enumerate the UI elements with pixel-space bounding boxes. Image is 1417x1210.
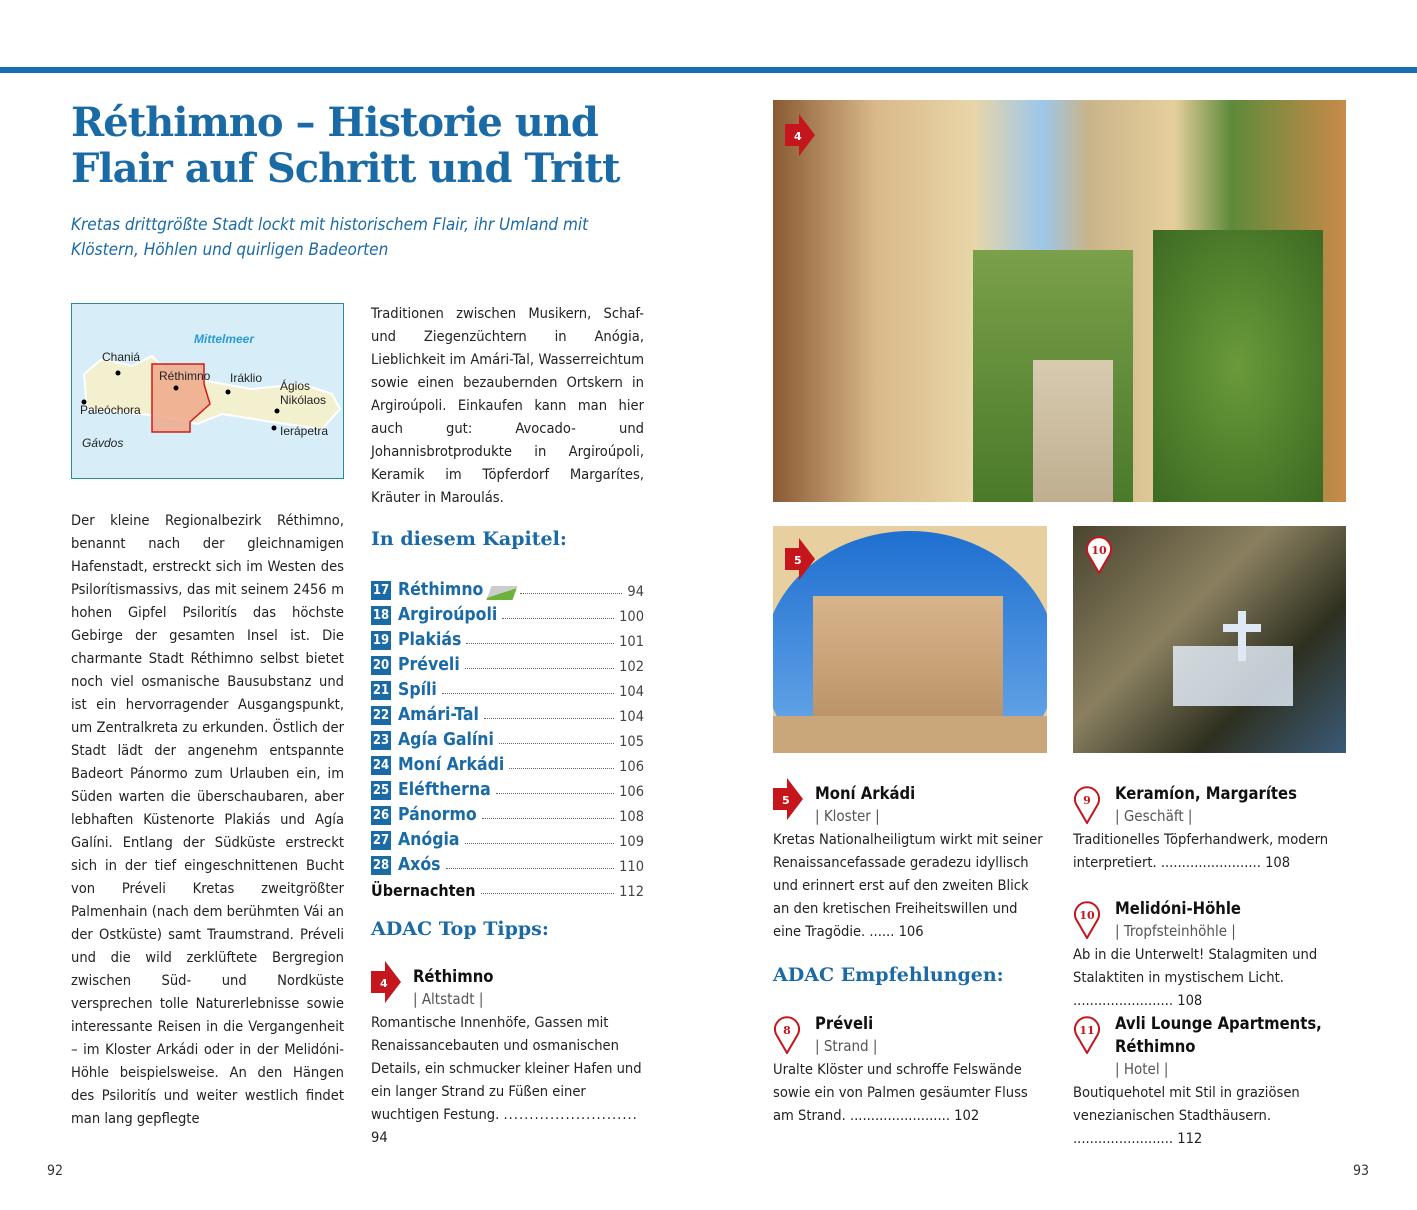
recommendation-title: Avli Lounge Apartments, Réthimno	[1115, 1014, 1322, 1056]
svg-text:4: 4	[794, 130, 802, 143]
leader-dots	[465, 843, 615, 844]
leader-dots	[446, 868, 615, 869]
tip-category: | Kloster |	[815, 807, 880, 825]
region-map	[71, 303, 344, 479]
chapter-name: Plakiás	[398, 630, 462, 650]
leader-dots	[482, 818, 614, 819]
chapter-item[interactable]	[371, 850, 644, 875]
chapter-item-overnight[interactable]	[371, 875, 644, 900]
pin-marker-icon	[773, 1016, 801, 1054]
svg-text:9: 9	[1083, 794, 1091, 807]
page-title: Réthimno – Historie und Flair auf Schritt und Tritt	[71, 99, 620, 192]
map-label: Ágios Nikólaos	[280, 379, 327, 407]
chapter-page: 110	[619, 859, 644, 875]
chapter-name: Übernachten	[371, 881, 476, 900]
recommendation-category: | Hotel |	[1115, 1060, 1169, 1078]
red-arrow-marker-icon	[371, 961, 401, 1003]
svg-text:10: 10	[1079, 909, 1095, 922]
tip-page: 94	[371, 1129, 388, 1146]
top-rule	[0, 67, 1417, 73]
intro-text-continued: Traditionen zwischen Musikern, Schaf- und Ziegenzüchtern in Anógia, Lieblichkeit im Amári-Tal, Wasserreichtum sowie einen bezaubernden Ortskern in Argiroúpoli. Einkaufen kann man hier auch gut: Avocado- und Johannisbrotprodukte in Argiroúpoli, Keramik im Töpferdorf Margarítes, Kräuter in Maroulás.	[371, 305, 644, 506]
chapter-name: Spíli	[398, 680, 437, 700]
tip-title: Réthimno	[413, 967, 494, 986]
chapter-name: Anógia	[398, 830, 460, 850]
tip-title: Moní Arkádi	[815, 784, 916, 803]
chapter-name: Amári-Tal	[398, 705, 479, 725]
recommendation-page: 112	[1177, 1130, 1203, 1147]
recommendation-item: 8 Préveli | Strand | Uralte Klöster und schroffe Felswände sowie ein von Palmen gesäumter Fluss am Strand. ........................ 102	[773, 1012, 1048, 1127]
chapter-item[interactable]	[371, 800, 644, 825]
svg-text:11: 11	[1079, 1024, 1095, 1037]
chapter-number: 18	[372, 608, 390, 623]
chapter-page: 108	[619, 809, 644, 825]
chapter-number: 25	[372, 783, 390, 798]
map-label: Iráklio	[230, 371, 263, 385]
top-tip-rethimno: 4 Réthimno | Altstadt | Romantische Innenhöfe, Gassen mit Renaissancebauten und osmanischen Details, ein schmucker kleiner Hafen und ein langer Strand zu Füßen einer wuchtigen Festung. .......................... 94	[371, 965, 646, 1149]
chapter-page: 112	[619, 884, 644, 900]
chapter-number: 17	[372, 583, 390, 598]
chapter-item[interactable]	[371, 825, 644, 850]
svg-text:8: 8	[783, 1024, 791, 1037]
chapter-number: 20	[372, 658, 390, 673]
chapter-number: 28	[372, 858, 390, 873]
chapter-item[interactable]	[371, 675, 644, 700]
chapter-name: Argiroúpoli	[398, 605, 498, 625]
chapter-number: 21	[372, 683, 390, 698]
chapter-page: 102	[619, 659, 644, 675]
map-label: Chaniá	[102, 350, 141, 364]
recommendation-category: | Strand |	[815, 1037, 878, 1055]
recommendation-title: Préveli	[815, 1014, 874, 1033]
recommendation-page: 108	[1177, 992, 1203, 1009]
recommendation-category: | Geschäft |	[1115, 807, 1193, 825]
pin-marker-icon	[1085, 536, 1113, 574]
chapter-item[interactable]	[371, 750, 644, 775]
map-label: Gávdos	[82, 436, 124, 450]
svg-text:10: 10	[1091, 544, 1107, 557]
leader-dots	[481, 893, 615, 894]
chapter-number: 19	[372, 633, 390, 648]
recommendation-title: Keramíon, Margarítes	[1115, 784, 1297, 803]
photo-moni-arkadi	[773, 526, 1047, 753]
top-tip-moni-arkadi: 5 Moní Arkádi | Kloster | Kretas Nationalheiligtum wirkt mit seiner Renaissancefassade geradezu idyllisch und erinnert erst auf den zweiten Blick an den kretischen Freiheitswillen und eine Tragödie. ...... 106	[773, 782, 1048, 943]
chapter-page: 100	[619, 609, 644, 625]
leader-dots	[496, 793, 614, 794]
pin-marker-icon	[1073, 1016, 1101, 1054]
svg-text:4: 4	[380, 977, 388, 990]
chapter-item[interactable]	[371, 775, 644, 800]
recommendation-item: 9 Keramíon, Margarítes | Geschäft | Traditionelles Töpferhandwerk, modern interpretiert. ........................ 108	[1073, 782, 1348, 874]
recommendation-page: 102	[954, 1107, 980, 1124]
chapter-item[interactable]	[371, 625, 644, 650]
page-number-right: 93	[1353, 1163, 1370, 1179]
map-icon	[487, 586, 518, 600]
chapter-number: 27	[372, 833, 390, 848]
leader-dots	[484, 718, 614, 719]
svg-text:5: 5	[782, 794, 790, 807]
chapter-page: 106	[619, 784, 644, 800]
map-label: Réthimno	[159, 369, 211, 383]
chapter-list	[371, 575, 644, 900]
recommendations-heading: ADAC Empfehlungen:	[773, 964, 1004, 986]
tip-category: | Altstadt |	[413, 990, 484, 1008]
chapter-name: Pánormo	[398, 805, 477, 825]
chapter-number: 23	[372, 733, 390, 748]
photo-melidoni-cave	[1073, 526, 1346, 753]
photo-rethimno-alley	[773, 100, 1346, 502]
top-tips-heading: ADAC Top Tipps:	[371, 918, 549, 940]
recommendation-item: 11 Avli Lounge Apartments, Réthimno | Hotel | Boutiquehotel mit Stil in graziösen venezianischen Stadthäusern. ........................ 112	[1073, 1012, 1348, 1150]
chapter-heading: In diesem Kapitel:	[371, 528, 567, 550]
recommendation-title: Melidóni-Höhle	[1115, 899, 1242, 918]
recommendation-category: | Tropfsteinhöhle |	[1115, 922, 1236, 940]
tip-page: 106	[898, 923, 924, 940]
chapter-page: 101	[619, 634, 644, 650]
red-arrow-marker-icon	[785, 114, 815, 156]
leader-dots	[466, 643, 614, 644]
chapter-item[interactable]	[371, 600, 644, 625]
chapter-number: 24	[372, 758, 390, 773]
chapter-name: Axós	[398, 855, 441, 875]
chapter-item[interactable]	[371, 725, 644, 750]
recommendation-description: Boutiquehotel mit Stil in graziösen venezianischen Stadthäusern.	[1073, 1084, 1300, 1124]
red-arrow-marker-icon	[773, 778, 803, 820]
leader-dots	[509, 768, 614, 769]
chapter-page: 109	[619, 834, 644, 850]
chapter-number: 22	[372, 708, 390, 723]
chapter-name: Eléftherna	[398, 780, 491, 800]
tip-description: Kretas Nationalheiligtum wirkt mit seiner Renaissancefassade geradezu idyllisch und erinnert erst auf den zweiten Blick an den kretischen Freiheitswillen und eine Tragödie.	[773, 831, 1043, 940]
leader-dots	[502, 618, 614, 619]
subtitle: Kretas drittgrößte Stadt lockt mit historischem Flair, ihr Umland mit Klöstern, Höhlen und quirligen Badeorten	[71, 215, 589, 260]
chapter-page: 104	[619, 684, 644, 700]
chapter-name: Préveli	[398, 655, 460, 675]
intro-text: Der kleine Regionalbezirk Réthimno, benannt nach der gleichnamigen Hafenstadt, erstreckt sich im Westen des Psilorítismassivs, das mit seinem 2456 m hohen Gipfel Psiloritís das höchste Gebirge der gesamten Insel ist. Die charmante Stadt Réthimno selbst bietet noch viel osmanische Bausubstanz und ist ein hervorragender Ausgangspunkt, um Zentralkreta zu erkunden. Östlich der Stadt lädt der angenehm entspannte Badeort Pánormo zum Urlauben ein, im Süden warten die überschaubaren, aber lebhaften Küstenorte Plakiás und Agía Galíni. Entlang der Südküste erstreckt sich in der tief eingeschnittenen Bucht von Préveli Kretas zweitgrößter Palmenhain (nach dem berühmten Vái an der Ostküste) samt Traumstrand. Préveli und die wild zerklüftete Bergregion zwischen Süd- und Nordküste versprechen tolle Naturerlebnisse sowie interessante Reisen in die Vergangenheit – im Kloster Arkádi oder in der Melidóni-Höhle beispielsweise. An den Hängen des Psiloritís und weiter westlich findet man lang gepflegte	[71, 512, 344, 1127]
map-label: Mittelmeer	[194, 332, 255, 346]
chapter-page: 94	[627, 584, 644, 600]
chapter-page: 104	[619, 709, 644, 725]
leader-dots	[499, 743, 614, 744]
chapter-item[interactable]	[371, 650, 644, 675]
chapter-page: 105	[619, 734, 644, 750]
recommendation-description: Uralte Klöster und schroffe Felswände sowie ein von Palmen gesäumter Fluss am Strand.	[773, 1061, 1028, 1124]
leader-dots	[465, 668, 614, 669]
chapter-name: Agía Galíni	[398, 730, 494, 750]
svg-text:5: 5	[794, 554, 802, 567]
pin-marker-icon	[1073, 901, 1101, 939]
chapter-name: Moní Arkádi	[398, 755, 505, 775]
red-arrow-marker-icon	[785, 538, 815, 580]
recommendation-page: 108	[1265, 854, 1291, 871]
chapter-number: 26	[372, 808, 390, 823]
recommendation-description: Traditionelles Töpferhandwerk, modern interpretiert.	[1073, 831, 1329, 871]
pin-marker-icon	[1073, 786, 1101, 824]
tip-description: Romantische Innenhöfe, Gassen mit Renaissancebauten und osmanischen Details, ein schmucker kleiner Hafen und ein langer Strand zu Füßen einer wuchtigen Festung.	[371, 1014, 642, 1123]
leader-dots	[520, 593, 622, 594]
chapter-item[interactable]	[371, 700, 644, 725]
recommendation-item: 10 Melidóni-Höhle | Tropfsteinhöhle | Ab in die Unterwelt! Stalagmiten und Stalaktiten in mystischem Licht. ........................ 108	[1073, 897, 1348, 1012]
page-number-left: 92	[47, 1163, 64, 1179]
chapter-item[interactable]	[371, 575, 644, 600]
map-label: Paleóchora	[80, 403, 141, 417]
chapter-name: Réthimno	[398, 580, 484, 600]
map-label: Ierápetra	[280, 424, 329, 438]
chapter-page: 106	[619, 759, 644, 775]
leader-dots	[442, 693, 614, 694]
recommendation-description: Ab in die Unterwelt! Stalagmiten und Stalaktiten in mystischem Licht.	[1073, 946, 1318, 986]
